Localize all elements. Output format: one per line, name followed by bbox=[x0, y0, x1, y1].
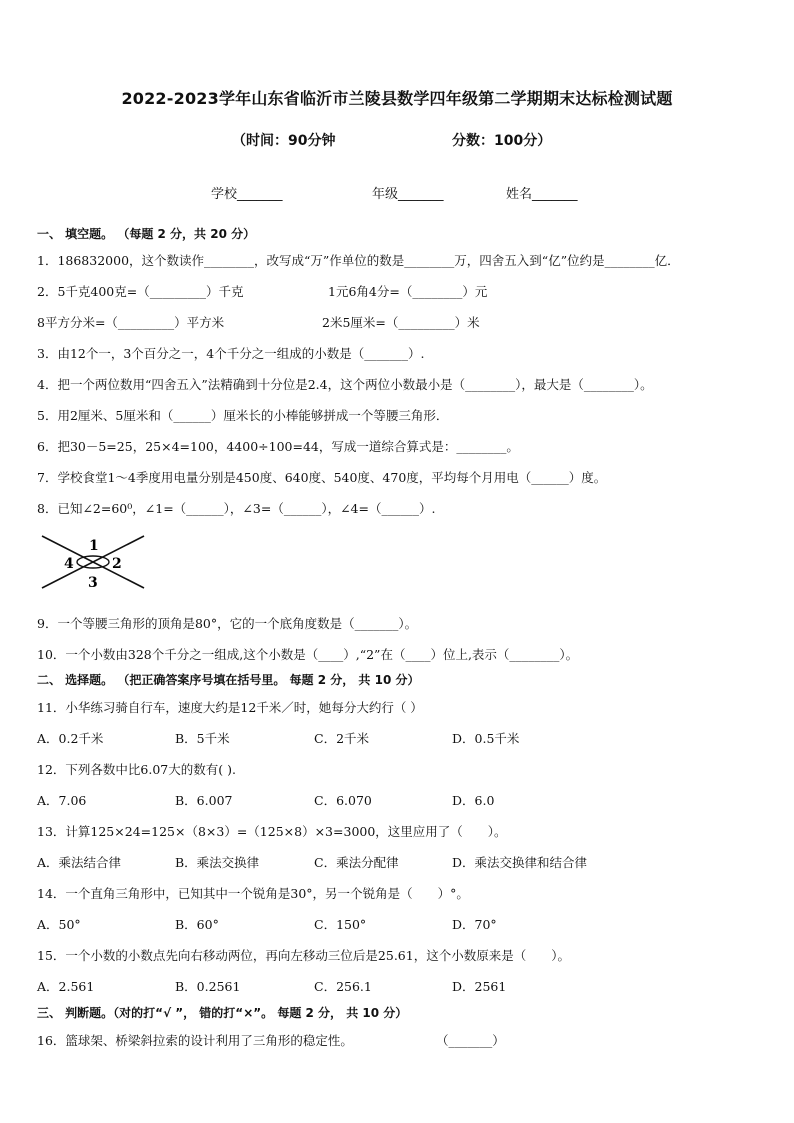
question-4: 4．把一个两位数用“四舍五入”法精确到十分位是2.4，这个两位小数最小是（________），最大是（________）。 bbox=[37, 377, 653, 392]
question-11: 11．小华练习骑自行车，速度大约是12千米／时，她每分大约行（ ） bbox=[37, 700, 423, 715]
option-11b[interactable]: B．5千米 bbox=[175, 731, 230, 746]
angle-label-3: 3 bbox=[88, 575, 98, 591]
question-2a: 2．5千克400克=（_________）千克 bbox=[37, 284, 244, 299]
option-12d[interactable]: D．6.0 bbox=[452, 793, 495, 808]
question-12: 12．下列各数中比6.07大的数有( ). bbox=[37, 762, 236, 777]
option-15b[interactable]: B．0.2561 bbox=[175, 979, 241, 994]
question-10: 10．一个小数由328个千分之一组成,这个小数是（____）,“2”在（____）位上,表示（________）。 bbox=[37, 647, 579, 662]
name-field[interactable]: 姓名_______ bbox=[506, 187, 578, 202]
option-11d[interactable]: D．0.5千米 bbox=[452, 731, 520, 746]
question-16-blank[interactable]: （_______） bbox=[436, 1033, 505, 1048]
option-13b[interactable]: B．乘法交换律 bbox=[175, 855, 260, 870]
question-7: 7．学校食堂1～4季度用电量分别是450度、640度、540度、470度，平均每个月用电（______）度。 bbox=[37, 470, 607, 485]
angle-label-4: 4 bbox=[64, 556, 74, 572]
question-5: 5．用2厘米、5厘米和（______）厘米长的小棒能够拼成一个等腰三角形． bbox=[37, 408, 449, 423]
option-12b[interactable]: B．6.007 bbox=[175, 793, 233, 808]
question-1: 1．186832000，这个数读作________，改写成“万”作单位的数是________万，四舍五入到“亿”位约是________亿． bbox=[37, 253, 680, 268]
option-13c[interactable]: C．乘法分配律 bbox=[314, 855, 399, 870]
question-6: 6．把30－5=25，25×4=100，4400÷100=44，写成一道综合算式是：________。 bbox=[37, 439, 519, 454]
option-14a[interactable]: A．50° bbox=[37, 917, 81, 932]
question-2b: 1元6角4分=（________）元 bbox=[328, 284, 488, 299]
section-choice-heading: 二、 选择题。 （把正确答案序号填在括号里。 每题 2 分， 共 10 分） bbox=[37, 673, 420, 687]
question-16: 16．篮球架、桥梁斜拉索的设计利用了三角形的稳定性。 bbox=[37, 1033, 353, 1048]
option-11c[interactable]: C．2千米 bbox=[314, 731, 370, 746]
exam-score: 分数：100分） bbox=[452, 133, 552, 149]
question-9: 9．一个等腰三角形的顶角是80°，它的一个底角度数是（_______）。 bbox=[37, 616, 418, 631]
question-15: 15．一个小数的小数点先向右移动两位，再向左移动三位后是25.61，这个小数原来是（ ）。 bbox=[37, 948, 570, 963]
grade-field[interactable]: 年级_______ bbox=[372, 187, 444, 202]
exam-time: （时间：90分钟 bbox=[232, 133, 336, 149]
question-2c: 8平方分米=（_________）平方米 bbox=[37, 315, 225, 330]
question-13: 13．计算125×24=125×（8×3）=（125×8）×3=3000，这里应用了（ ）。 bbox=[37, 824, 507, 839]
angle-diagram bbox=[38, 532, 150, 592]
option-14b[interactable]: B．60° bbox=[175, 917, 219, 932]
question-14: 14．一个直角三角形中，已知其中一个锐角是30°，另一个锐角是（ ）°。 bbox=[37, 886, 469, 901]
option-15c[interactable]: C．256.1 bbox=[314, 979, 372, 994]
option-12a[interactable]: A．7.06 bbox=[37, 793, 87, 808]
angle-label-1: 1 bbox=[89, 538, 99, 554]
option-15a[interactable]: A．2.561 bbox=[37, 979, 95, 994]
question-8: 8．已知∠2=60⁰，∠1=（______），∠3=（______），∠4=（______）. bbox=[37, 501, 436, 516]
option-15d[interactable]: D．2561 bbox=[452, 979, 507, 994]
option-13a[interactable]: A．乘法结合律 bbox=[37, 855, 122, 870]
question-3: 3．由12个一，3个百分之一，4个千分之一组成的小数是（_______）. bbox=[37, 346, 425, 361]
section-judge-heading: 三、 判断题。（对的打“√ ”， 错的打“×”。 每题 2 分， 共 10 分） bbox=[37, 1006, 408, 1020]
school-field[interactable]: 学校_______ bbox=[211, 187, 283, 202]
exam-title: 2022-2023学年山东省临沂市兰陵县数学四年级第二学期期末达标检测试题 bbox=[121, 89, 673, 108]
option-14c[interactable]: C．150° bbox=[314, 917, 367, 932]
option-14d[interactable]: D．70° bbox=[452, 917, 497, 932]
option-13d[interactable]: D．乘法交换律和结合律 bbox=[452, 855, 588, 870]
angle-label-2: 2 bbox=[112, 556, 122, 572]
question-2d: 2米5厘米=（_________）米 bbox=[322, 315, 480, 330]
option-11a[interactable]: A．0.2千米 bbox=[37, 731, 104, 746]
option-12c[interactable]: C．6.070 bbox=[314, 793, 372, 808]
section-fill-heading: 一、 填空题。 （每题 2 分，共 20 分） bbox=[37, 227, 256, 241]
